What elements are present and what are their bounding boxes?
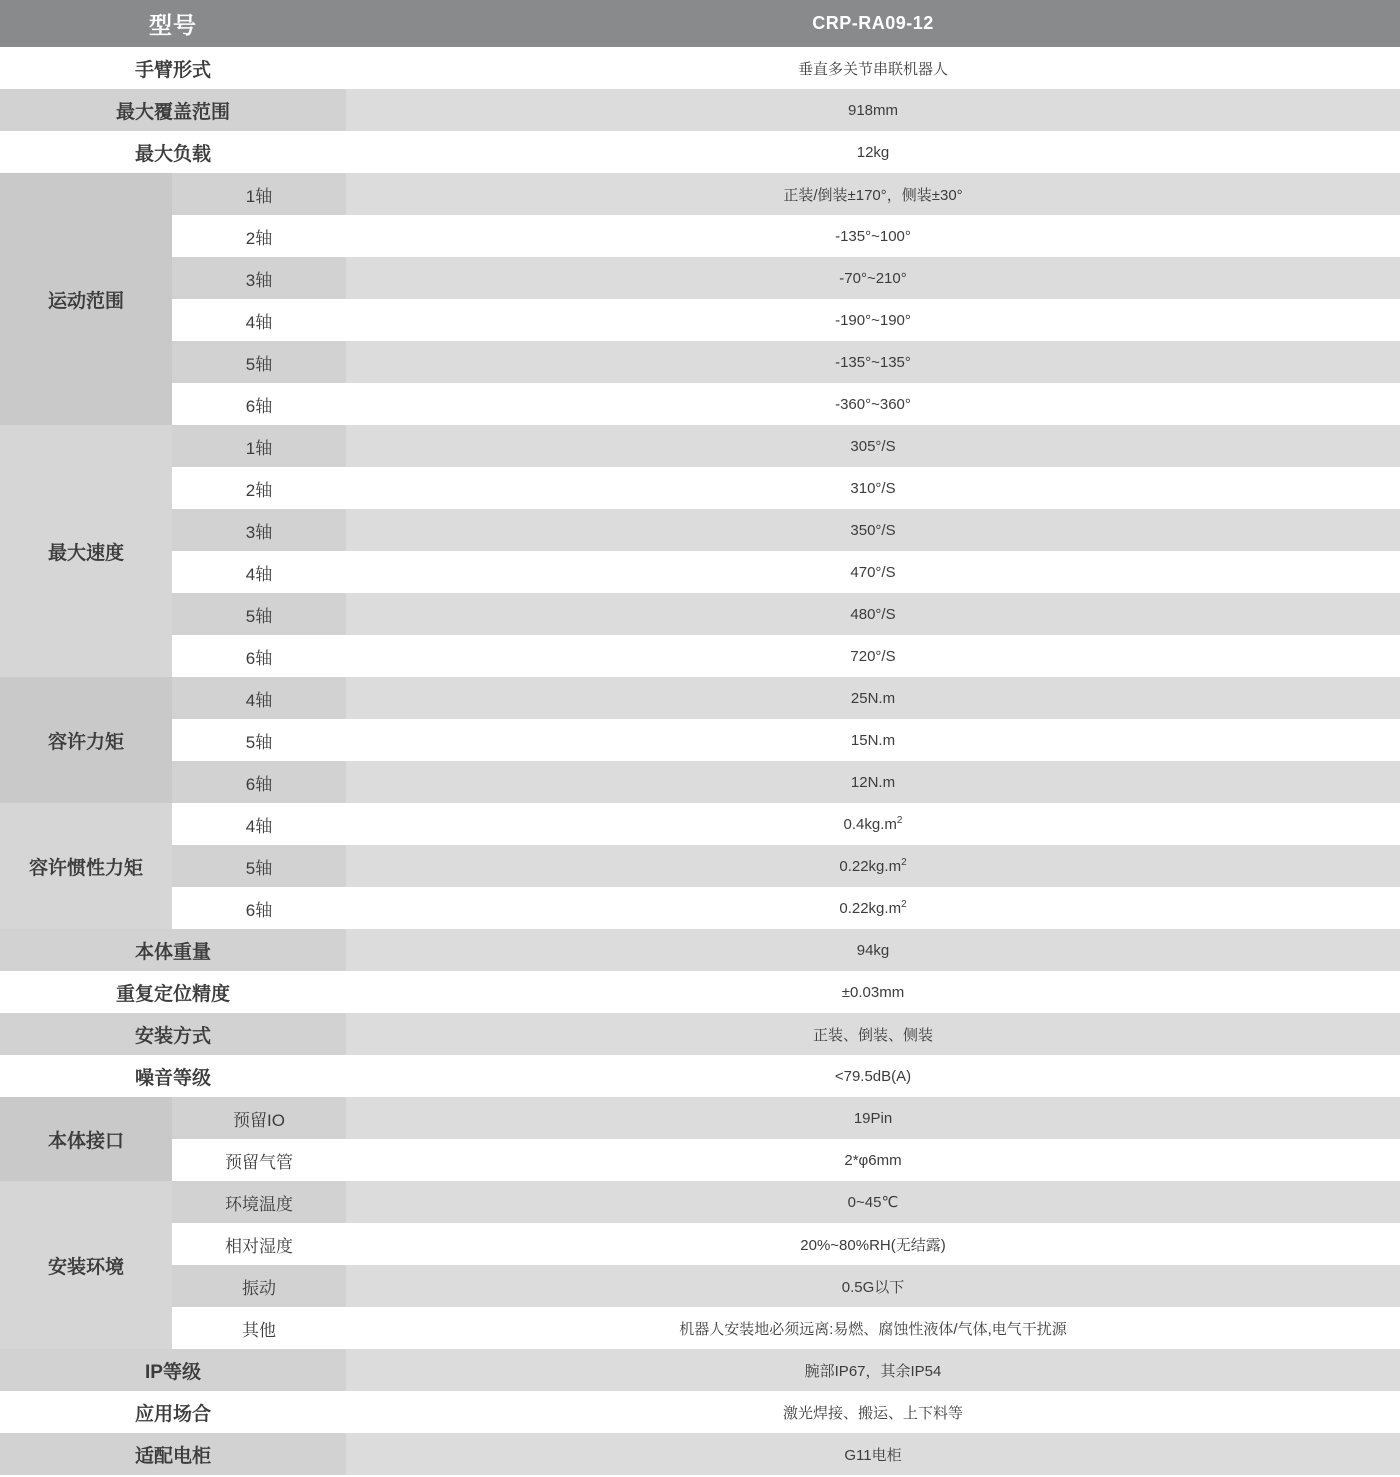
row-category: 本体接口 [0,1097,172,1181]
row-label: 最大覆盖范围 [0,89,346,131]
row-subcategory: 3轴 [172,509,346,551]
row-value: 12N.m [346,761,1400,803]
table-row [0,467,1400,509]
table-row [0,803,1400,845]
row-label: 应用场合 [0,1391,346,1433]
row-value: -360°~360° [346,383,1400,425]
header-model-value: CRP-RA09-12 [346,0,1400,47]
row-value: -70°~210° [346,257,1400,299]
row-value: $0.22kg.m^2$ [346,845,1400,887]
table-row [0,341,1400,383]
table-row [0,1265,1400,1307]
row-subcategory: 相对湿度 [172,1223,346,1265]
row-value: 激光焊接、搬运、上下料等 [346,1391,1400,1433]
row-subcategory: 1轴 [172,425,346,467]
row-subcategory: 振动 [172,1265,346,1307]
row-value: 19Pin [346,1097,1400,1139]
table-row [0,761,1400,803]
row-subcategory: 4轴 [172,677,346,719]
table-row [0,677,1400,719]
table-row [0,887,1400,929]
row-value: 720°/S [346,635,1400,677]
row-subcategory: 6轴 [172,383,346,425]
row-label: 重复定位精度 [0,971,346,1013]
table-row [0,383,1400,425]
table-row [0,593,1400,635]
row-value: 2*φ6mm [346,1139,1400,1181]
row-category: 最大速度 [0,425,172,677]
row-subcategory: 3轴 [172,257,346,299]
table-row [0,1433,1400,1475]
row-subcategory: 5轴 [172,719,346,761]
row-value: G11电柜 [346,1433,1400,1475]
row-value: $0.4kg.m^2$ [346,803,1400,845]
table-row [0,1097,1400,1139]
row-value: 25N.m [346,677,1400,719]
row-value: $0.22kg.m^2$ [346,887,1400,929]
table-row [0,1307,1400,1349]
row-value: 305°/S [346,425,1400,467]
row-value: 正装、倒装、侧装 [346,1013,1400,1055]
table-row [0,173,1400,215]
table-row [0,1349,1400,1391]
row-value: -135°~100° [346,215,1400,257]
table-row [0,1055,1400,1097]
table-header-row [0,0,1400,47]
row-value: 12kg [346,131,1400,173]
row-value: -190°~190° [346,299,1400,341]
row-subcategory: 4轴 [172,803,346,845]
table-row [0,1391,1400,1433]
row-subcategory: 6轴 [172,635,346,677]
row-subcategory: 6轴 [172,887,346,929]
row-value: 470°/S [346,551,1400,593]
row-value: 正装/倒装±170°，侧装±30° [346,173,1400,215]
row-subcategory: 其他 [172,1307,346,1349]
row-label: 最大负载 [0,131,346,173]
header-model-label: 型号 [0,0,346,47]
row-category: 容许力矩 [0,677,172,803]
table-row [0,257,1400,299]
table-row [0,47,1400,89]
row-subcategory: 1轴 [172,173,346,215]
table-row [0,719,1400,761]
row-value: 350°/S [346,509,1400,551]
table-row [0,1223,1400,1265]
row-value: 918mm [346,89,1400,131]
table-row [0,1013,1400,1055]
row-label: 噪音等级 [0,1055,346,1097]
table-row [0,929,1400,971]
row-value: 机器人安装地必须远离:易燃、腐蚀性液体/气体,电气干扰源 [346,1307,1400,1349]
row-subcategory: 2轴 [172,467,346,509]
row-value: 20%~80%RH(无结露) [346,1223,1400,1265]
table-row [0,131,1400,173]
row-subcategory: 5轴 [172,845,346,887]
row-label: 本体重量 [0,929,346,971]
row-value: ±0.03mm [346,971,1400,1013]
table-row [0,845,1400,887]
row-value: 310°/S [346,467,1400,509]
row-value: -135°~135° [346,341,1400,383]
table-row [0,425,1400,467]
row-label: IP等级 [0,1349,346,1391]
row-value: 腕部IP67，其余IP54 [346,1349,1400,1391]
row-value: 0~45℃ [346,1181,1400,1223]
row-subcategory: 6轴 [172,761,346,803]
table-row [0,89,1400,131]
row-subcategory: 4轴 [172,551,346,593]
table-row [0,1181,1400,1223]
row-value: 15N.m [346,719,1400,761]
table-row [0,551,1400,593]
table-row [0,1139,1400,1181]
row-category: 安装环境 [0,1181,172,1349]
row-subcategory: 环境温度 [172,1181,346,1223]
table-row [0,635,1400,677]
row-subcategory: 2轴 [172,215,346,257]
row-value: 94kg [346,929,1400,971]
row-value: 垂直多关节串联机器人 [346,47,1400,89]
row-value: <79.5dB(A) [346,1055,1400,1097]
row-label: 手臂形式 [0,47,346,89]
row-subcategory: 预留气管 [172,1139,346,1181]
row-label: 适配电柜 [0,1433,346,1475]
row-subcategory: 4轴 [172,299,346,341]
row-subcategory: 预留IO [172,1097,346,1139]
table-row [0,215,1400,257]
row-subcategory: 5轴 [172,593,346,635]
row-category: 容许惯性力矩 [0,803,172,929]
table-row [0,971,1400,1013]
table-row [0,299,1400,341]
table-row [0,509,1400,551]
row-value: 480°/S [346,593,1400,635]
row-category: 运动范围 [0,173,172,425]
row-value: 0.5G以下 [346,1265,1400,1307]
row-subcategory: 5轴 [172,341,346,383]
row-label: 安装方式 [0,1013,346,1055]
